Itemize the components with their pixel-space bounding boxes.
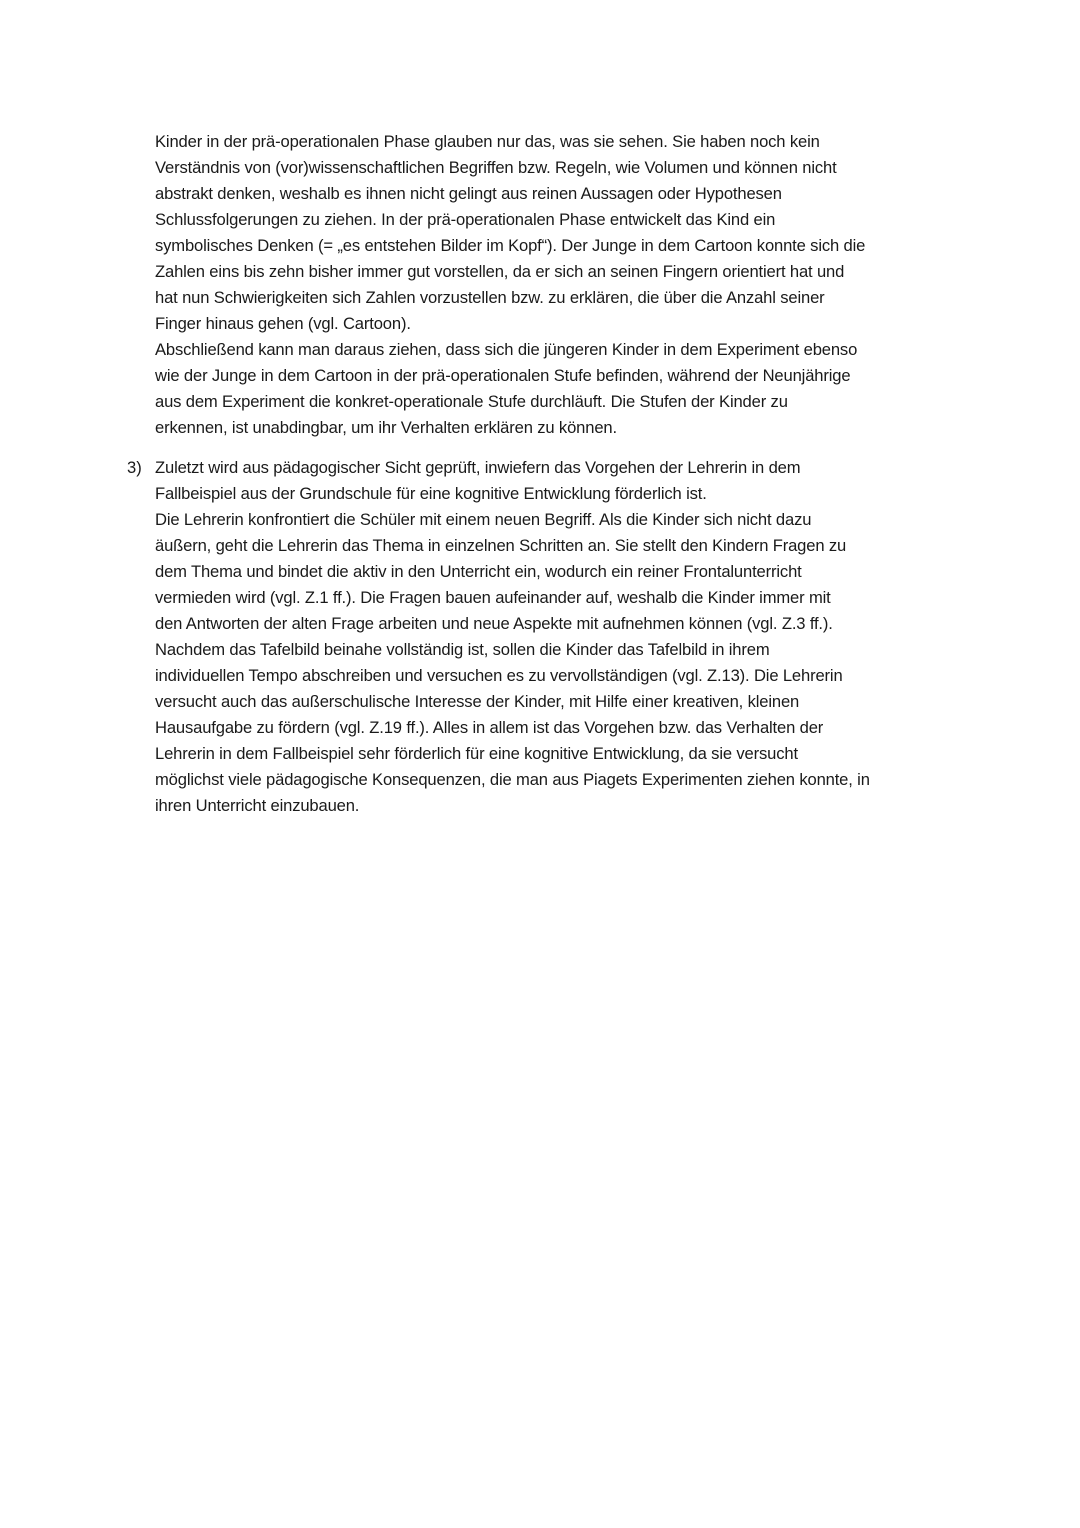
text-line: Lehrerin in dem Fallbeispiel sehr förderlich für eine kognitive Entwicklung, da sie versucht [155,744,798,763]
text-line: Die Lehrerin konfrontiert die Schüler mit einem neuen Begriff. Als die Kinder sich nicht dazu [155,510,812,529]
text-line: Abschließend kann man daraus ziehen, dass sich die jüngeren Kinder in dem Experiment ebenso [155,340,858,359]
text-line: versucht auch das außerschulische Interesse der Kinder, mit Hilfe einer kreativen, kleinen [155,692,800,711]
text-line: hat nun Schwierigkeiten sich Zahlen vorzustellen bzw. zu erklären, die über die Anzahl seiner [155,288,825,307]
text-line: Kinder in der prä-operationalen Phase glauben nur das, was sie sehen. Sie haben noch kein [155,132,820,151]
text-line: vermieden wird (vgl. Z.1 ff.). Die Fragen bauen aufeinander auf, weshalb die Kinder immer mit [155,588,831,607]
text-line: dem Thema und bindet die aktiv in den Unterricht ein, wodurch ein reiner Frontalunterricht [155,562,802,581]
text-line: Finger hinaus gehen (vgl. Cartoon). [155,314,411,333]
text-line: möglichst viele pädagogische Konsequenzen, die man aus Piagets Experimenten ziehen konnte, in [155,770,870,789]
section-3-body [155,507,955,819]
text-line: individuellen Tempo abschreiben und versuchen es zu vervollständigen (vgl. Z.13). Die Lehrerin [155,666,843,685]
text-line: erkennen, ist unabdingbar, um ihr Verhalten erklären zu können. [155,418,617,437]
text-line: ihren Unterricht einzubauen. [155,796,360,815]
paragraph-pre-operational-phase [155,129,955,337]
text-line: abstrakt denken, weshalb es ihnen nicht gelingt aus reinen Aussagen oder Hypothesen [155,184,782,203]
text-line: Zahlen eins bis zehn bisher immer gut vorstellen, da er sich an seinen Fingern orientiert hat und [155,262,845,281]
list-marker: 3) [127,458,142,477]
text-line: wie der Junge in dem Cartoon in der prä-operationalen Stufe befinden, während der Neunjährige [155,366,851,385]
paragraph-conclusion [155,337,955,441]
text-line: Schlussfolgerungen zu ziehen. In der prä-operationalen Phase entwickelt das Kind ein [155,210,776,229]
text-line: den Antworten der alten Frage arbeiten und neue Aspekte mit aufnehmen können (vgl. Z.3 ff.). [155,614,833,633]
text-line: Zuletzt wird aus pädagogischer Sicht geprüft, inwiefern das Vorgehen der Lehrerin in dem [155,458,801,477]
text-line: Hausaufgabe zu fördern (vgl. Z.19 ff.). Alles in allem ist das Vorgehen bzw. das Verhalten der [155,718,824,737]
text-line: Verständnis von (vor)wissenschaftlichen Begriffen bzw. Regeln, wie Volumen und können nicht [155,158,837,177]
text-line: aus dem Experiment die konkret-operationale Stufe durchläuft. Die Stufen der Kinder zu [155,392,788,411]
text-line: Nachdem das Tafelbild beinahe vollständig ist, sollen die Kinder das Tafelbild in ihrem [155,640,770,659]
text-line: äußern, geht die Lehrerin das Thema in einzelnen Schritten an. Sie stellt den Kindern Fragen zu [155,536,847,555]
text-line: Fallbeispiel aus der Grundschule für eine kognitive Entwicklung förderlich ist. [155,484,707,503]
section-3-intro [127,455,955,507]
text-line: symbolisches Denken (= „es entstehen Bilder im Kopf“). Der Junge in dem Cartoon konnte sich die [155,236,866,255]
